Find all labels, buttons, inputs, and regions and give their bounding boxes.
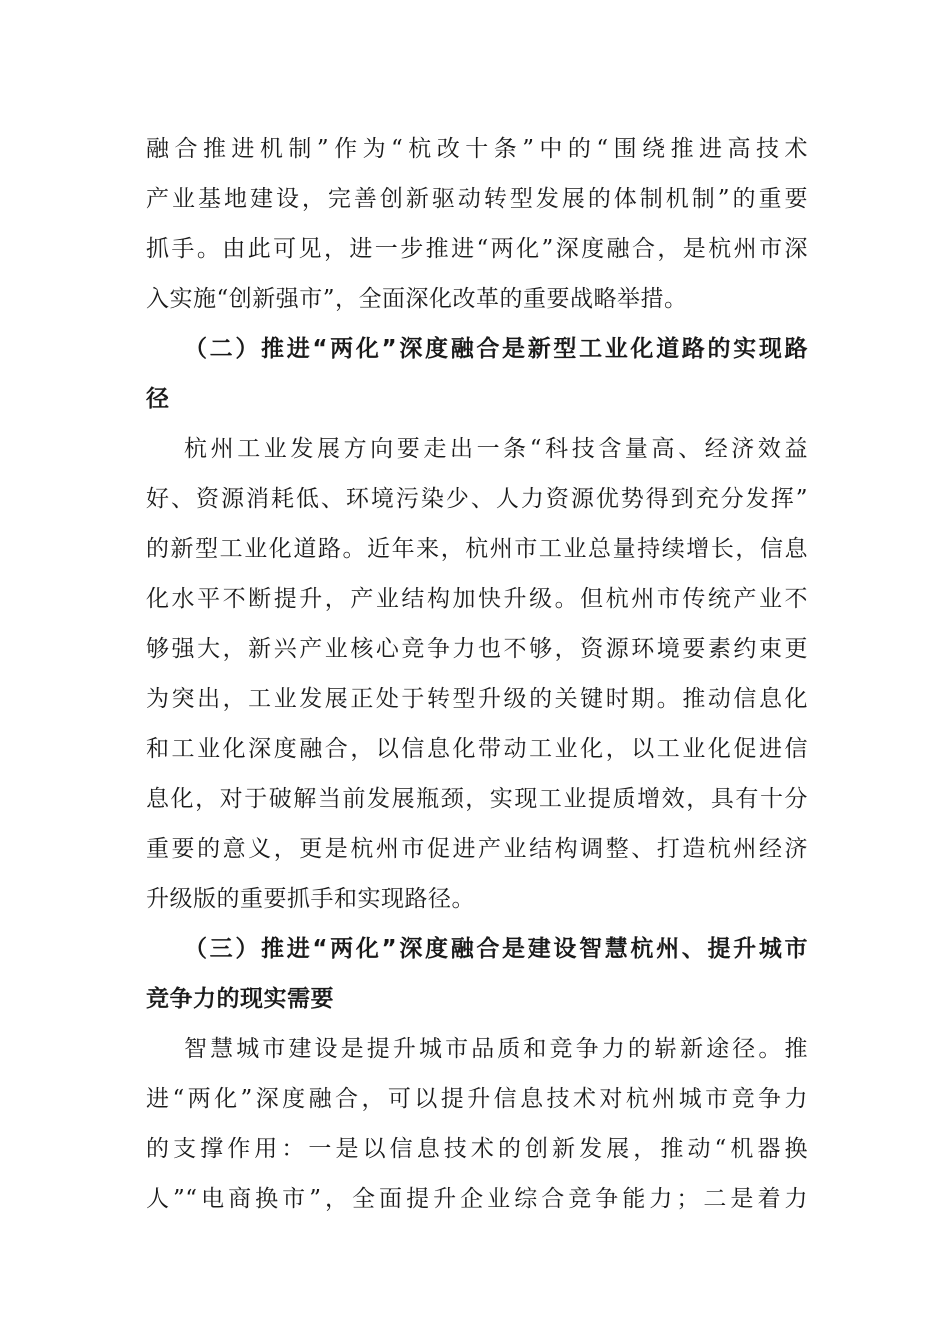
text-line: 和工业化深度融合，以信息化带动工业化，以工业化促进信 — [146, 736, 808, 762]
paragraph-industrialization — [146, 424, 808, 924]
heading-line: 竞争力的现实需要 — [146, 986, 334, 1012]
text-line: 化水平不断提升，产业结构加快升级。但杭州市传统产业不 — [146, 586, 808, 612]
text-line: 入实施“创新强市”，全面深化改革的重要战略举措。 — [146, 286, 688, 312]
heading-line: 径 — [146, 386, 170, 412]
text-line: 为突出，工业发展正处于转型升级的关键时期。推动信息化 — [146, 686, 808, 712]
text-line: 人”“电商换市”，全面提升企业综合竞争能力；二是着力 — [146, 1186, 808, 1212]
text-line: 好、资源消耗低、环境污染少、人力资源优势得到充分发挥” — [146, 486, 808, 512]
text-line: 产业基地建设，完善创新驱动转型发展的体制机制”的重要 — [146, 186, 808, 212]
text-line: 杭州工业发展方向要走出一条“科技含量高、经济效益 — [184, 436, 808, 462]
text-line: 重要的意义，更是杭州市促进产业结构调整、打造杭州经济 — [146, 836, 808, 862]
text-line: 抓手。由此可见，进一步推进“两化”深度融合，是杭州市深 — [146, 236, 808, 262]
document-body — [146, 124, 808, 1224]
paragraph-smart-city — [146, 1024, 808, 1224]
text-line: 的支撑作用：一是以信息技术的创新发展，推动“机器换 — [146, 1136, 808, 1162]
section-heading-3 — [146, 924, 808, 1024]
paragraph-continuation — [146, 124, 808, 324]
text-line: 智慧城市建设是提升城市品质和竞争力的崭新途径。推 — [184, 1036, 808, 1062]
text-line: 的新型工业化道路。近年来，杭州市工业总量持续增长，信息 — [146, 536, 808, 562]
text-line: 进“两化”深度融合，可以提升信息技术对杭州城市竞争力 — [146, 1086, 808, 1112]
text-line: 融合推进机制”作为“杭改十条”中的“围绕推进高技术 — [146, 136, 808, 162]
text-line: 息化，对于破解当前发展瓶颈，实现工业提质增效，具有十分 — [146, 786, 808, 812]
section-heading-2 — [146, 324, 808, 424]
heading-line: （二）推进“两化”深度融合是新型工业化道路的实现路 — [184, 336, 808, 362]
text-line: 升级版的重要抓手和实现路径。 — [146, 886, 475, 912]
text-line: 够强大，新兴产业核心竞争力也不够，资源环境要素约束更 — [146, 636, 808, 662]
heading-line: （三）推进“两化”深度融合是建设智慧杭州、提升城市 — [184, 936, 808, 962]
